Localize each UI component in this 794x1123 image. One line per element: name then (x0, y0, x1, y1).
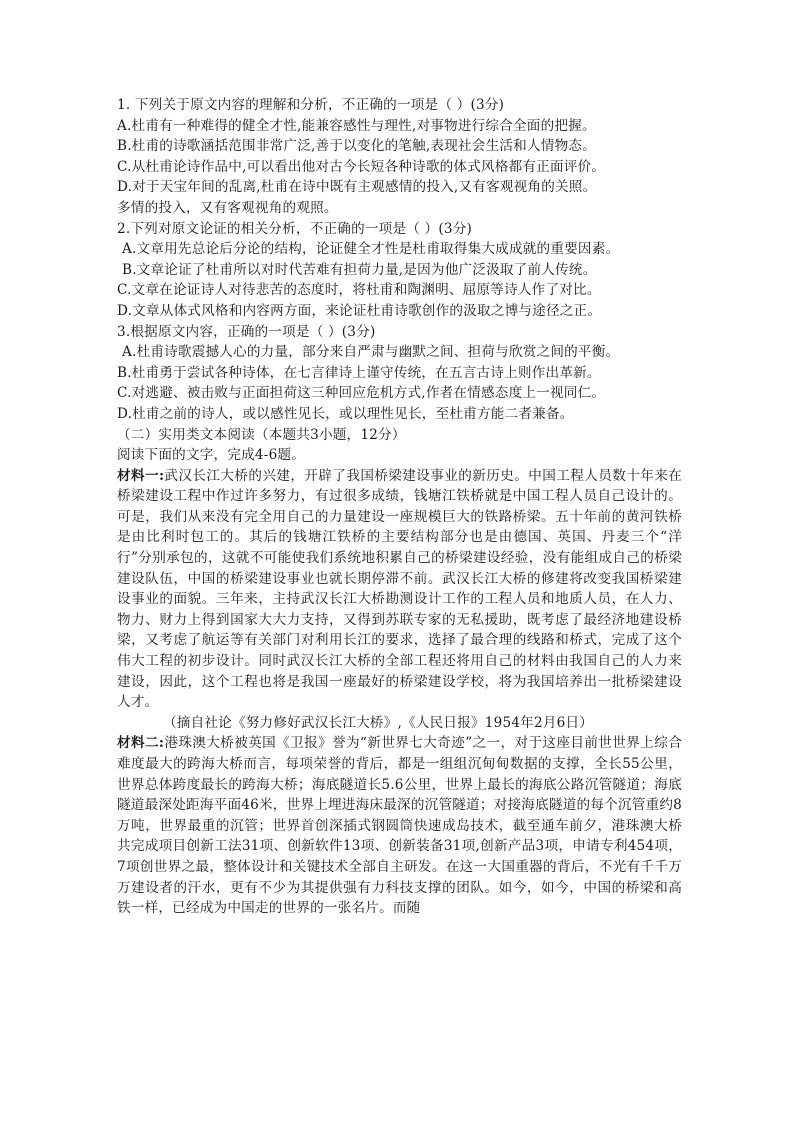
q3-option-b: B.杜甫勇于尝试各种诗体，在七言律诗上谨守传统，在五言古诗上则作出革新。 (117, 364, 601, 381)
material1-label: 材料一: (117, 467, 165, 484)
material2-label: 材料二: (117, 735, 165, 752)
q3-option-c: C.对逃避、被击败与正面担荷这三种回应危机方式,作者在情感态度上一视同仁。 (117, 385, 606, 402)
section2-instruction: 阅读下面的文字，完成4-6题。 (117, 447, 306, 464)
material1-source: （摘自社论《努力修好武汉长江大桥》,《人民日报》1954年2月6日） (163, 714, 594, 731)
q2-stem: 2.下列对原文论证的相关分析，不正确的一项是（ ）(3分) (117, 220, 473, 237)
q2-option-d: D.文章从体式风格和内容两方面，来论证杜甫诗歌创作的汲取之博与途径之正。 (117, 302, 602, 319)
section2-heading: （二）实用类文本阅读（本题共3小题，12分） (117, 426, 406, 443)
q3-stem: 3.根据原文内容，正确的一项是（ ）(3分) (117, 323, 376, 340)
q1-option-b: B.杜甫的诗歌涵括范围非常广泛,善于以变化的笔触,表现社会生活和人情物态。 (117, 138, 596, 155)
material2-paragraph (117, 733, 682, 918)
document-page (117, 95, 682, 919)
q1-stem: 1. 下列关于原文内容的理解和分析，不正确的一项是（ ）(3分) (117, 97, 505, 113)
q2-option-b: B.文章论证了杜甫所以对时代苦难有担荷力量,是因为他广泛汲取了前人传统。 (122, 261, 597, 278)
q3-option-d: D.杜甫之前的诗人，或以感性见长，或以理性见长，至杜甫方能二者兼备。 (117, 405, 574, 422)
q2-option-a: A.文章用先总论后分论的结构，论证健全才性是杜甫取得集大成成就的重要因素。 (122, 241, 620, 258)
q1-option-a: A.杜甫有一种难得的健全才性,能兼容感性与理性,对事物进行综合全面的把握。 (117, 117, 596, 134)
q2-option-c: C.文章在论证诗人对待悲苦的态度时，将杜甫和陶渊明、屈原等诗人作了对比。 (117, 282, 601, 299)
q3-option-a: A.杜甫诗歌震撼人心的力量，部分来自严肃与幽默之间、担荷与欣赏之间的平衡。 (122, 344, 620, 361)
q1-option-d: D.对于天宝年间的乱离,杜甫在诗中既有主观感情的投入,又有客观视角的关照。 (117, 179, 597, 196)
material1-text: 武汉长江大桥的兴建，开辟了我国桥梁建设事业的新历史。中国工程人员数十年来在桥梁建设工程中作过许多努力，有过很多成绩，钱塘江铁桥就是中国工程人员自己设计的。可是，我们从来没有完全用自己的力量建设一座规模巨大的铁路桥梁。五十年前的黄河铁桥是由比利时包工的。其后的钱塘江铁桥的主要结构部分也是由德国、英国、丹麦三个“洋行”分别承包的，这就不可能使我们系统地积累自己的桥梁建设经验，没有能组成自己的桥梁建设队伍，中国的桥梁建设事业也就长期停滞不前。武汉长江大桥的修建将改变我国桥梁建设事业的面貌。三年来，主持武汉长江大桥勘测设计工作的工程人员和地质人员，在人力、物力、财力上得到国家大大力支持，又得到苏联专家的无私援助，既考虑了最经济地建设桥梁，又考虑了航运等有关部门对利用长江的要求，选择了最合理的线路和桥式，完成了这个伟大工程的初步设计。同时武汉长江大桥的全部工程还将用自己的材料由我国自己的人力来建设，因此，这个工程也将是我国一座最好的桥梁建设学校，将为我国培养出一批桥梁建设人才。 (117, 467, 682, 711)
q1-option-c: C.从杜甫论诗作品中,可以看出他对古今长短各种诗歌的体式风格都有正面评价。 (117, 158, 606, 175)
material2-text: 港珠澳大桥被英国《卫报》誉为“新世界七大奇迹”之一，对于这座目前世世界上综合难度最大的跨海大桥而言，每项荣誉的背后，都是一组组沉甸甸数据的支撑，全长55公里，世界总体跨度最长的跨海大桥；海底隧道长5.6公里，世界上最长的海底公路沉管隧道；海底隧道最深处距海平面46米，世界上埋进海床最深的沉管隧道；对接海底隧道的每个沉管重约8万吨，世界最重的沉管；世界首创深插式钢圆筒快速成岛技术，截至通车前夕，港珠澳大桥共完成项目创新工法31项、创新软件13项、创新装备31项,创新产品3项，申请专利454项，7项创世界之最，整体设计和关键技术全部自主研发。在这一大国重器的背后，不光有千千万万建设者的汗水，更有不少为其提供强有力科技支撑的团队。如今，如今，中国的桥梁和高铁一样，已经成为中国走的世界的一张名片。而随 (117, 735, 682, 917)
material1-paragraph (117, 466, 682, 713)
q1-extra-line: 多情的投入，又有客观视角的观照。 (117, 199, 338, 216)
